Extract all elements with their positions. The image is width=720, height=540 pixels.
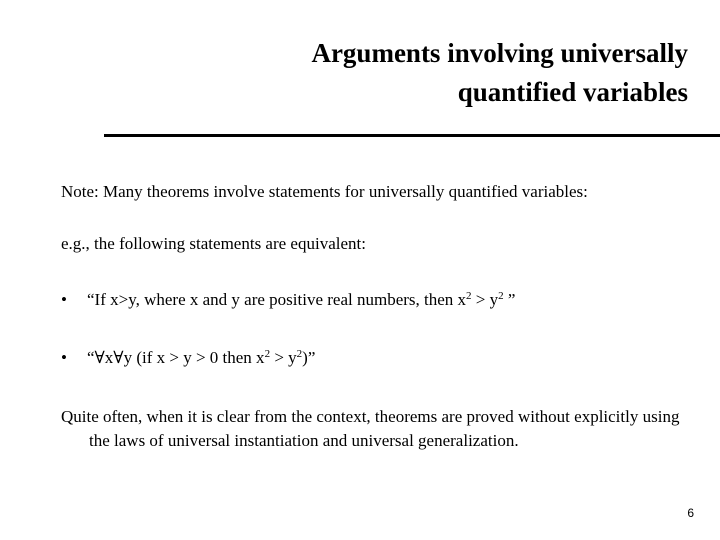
note-paragraph: Note: Many theorems involve statements for universally quantified variables: [61, 182, 588, 201]
example-intro: e.g., the following statements are equivalent: [61, 234, 366, 253]
bullet-dot: • [61, 348, 67, 367]
bullet-2-exponent-y: 2 [296, 348, 303, 360]
bullet-2-exponent-x: 2 [264, 348, 271, 360]
bullet-1-exponent-y: 2 [498, 290, 504, 302]
bullet-2-text-end: )” [302, 348, 316, 367]
bullet-1-exponent-x: 2 [466, 290, 472, 302]
slide-title [128, 34, 688, 112]
title-divider [104, 134, 720, 137]
bullet-item-1 [61, 288, 681, 312]
page-number: 6 [687, 506, 694, 520]
bullet-item-2 [61, 346, 681, 370]
slide-title-line-2: quantified variables [457, 77, 688, 107]
bullet-1-text-end: ” [503, 290, 516, 309]
closing-paragraph: Quite often, when it is clear from the context, theorems are proved without explicitly using the laws of universal instantiation and universal generalization. [61, 407, 680, 450]
bullet-2-text-mid: > y [270, 348, 297, 367]
bullet-1-text: “If x>y, where x and y are positive real numbers, then x [87, 290, 467, 309]
bullet-2-text: “∀x∀y (if x > y > 0 then x [87, 348, 265, 367]
bullet-dot: • [61, 290, 67, 309]
slide-title-line-1: Arguments involving universally [311, 38, 688, 68]
bullet-1-text-mid: > y [471, 290, 499, 309]
